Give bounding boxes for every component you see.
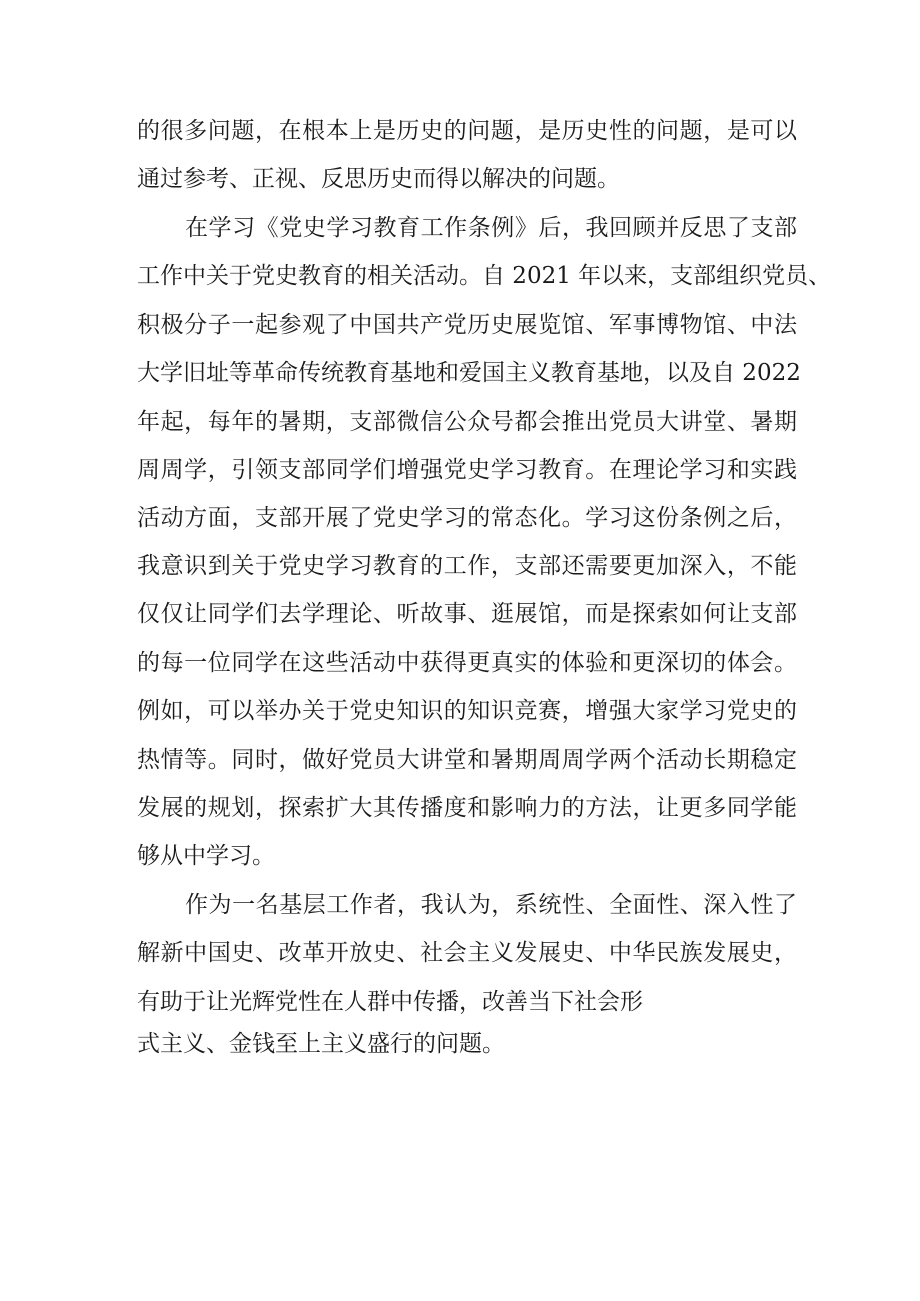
text-line-10: 我意识到关于党史学习教育的工作，支部还需要更加深入，不能: [137, 553, 797, 579]
text-line-14: 热情等。同时，做好党员大讲堂和暑期周周学两个活动长期稳定: [137, 747, 797, 773]
text-line-8: 周周学，引领支部同学们增强党史学习教育。在理论学习和实践: [137, 457, 797, 483]
text-line-17: 作为一名基层工作者，我认为，系统性、全面性、深入性了: [185, 892, 797, 918]
text-line-20: 式主义、金钱至上主义盛行的问题。: [137, 1031, 505, 1057]
text-line-9: 活动方面，支部开展了党史学习的常态化。学习这份条例之后，: [137, 505, 797, 531]
text-line-18: 解新中国史、改革开放史、社会主义发展史、中华民族发展史，: [137, 940, 797, 966]
text-line-13: 例如，可以举办关于党史知识的知识竞赛，增强大家学习党史的: [137, 698, 797, 724]
text-line-3: 在学习《党史学习教育工作条例》后，我回顾并反思了支部: [185, 215, 797, 241]
text-line-2: 通过参考、正视、反思历史而得以解决的问题。: [137, 166, 620, 192]
text-line-11: 仅仅让同学们去学理论、听故事、逛展馆，而是探索如何让支部: [137, 601, 797, 627]
text-line-5: 积极分子一起参观了中国共产党历史展览馆、军事博物馆、中法: [137, 312, 797, 338]
text-line-15: 发展的规划，探索扩大其传播度和影响力的方法，让更多同学能: [137, 795, 797, 821]
text-line-16: 够从中学习。: [137, 843, 275, 869]
text-line-4: 工作中关于党史教育的相关活动。自 2021 年以来，支部组织党员、: [137, 263, 832, 289]
text-line-6: 大学旧址等革命传统教育基地和爱国主义教育基地，以及自 2022: [137, 360, 801, 386]
text-line-1: 的很多问题，在根本上是历史的问题，是历史性的问题，是可以: [137, 118, 797, 144]
text-line-7: 年起，每年的暑期，支部微信公众号都会推出党员大讲堂、暑期: [137, 409, 797, 435]
text-line-19: 有助于让光辉党性在人群中传播，改善当下社会形: [137, 989, 643, 1015]
text-line-12: 的每一位同学在这些活动中获得更真实的体验和更深切的体会。: [137, 650, 797, 676]
